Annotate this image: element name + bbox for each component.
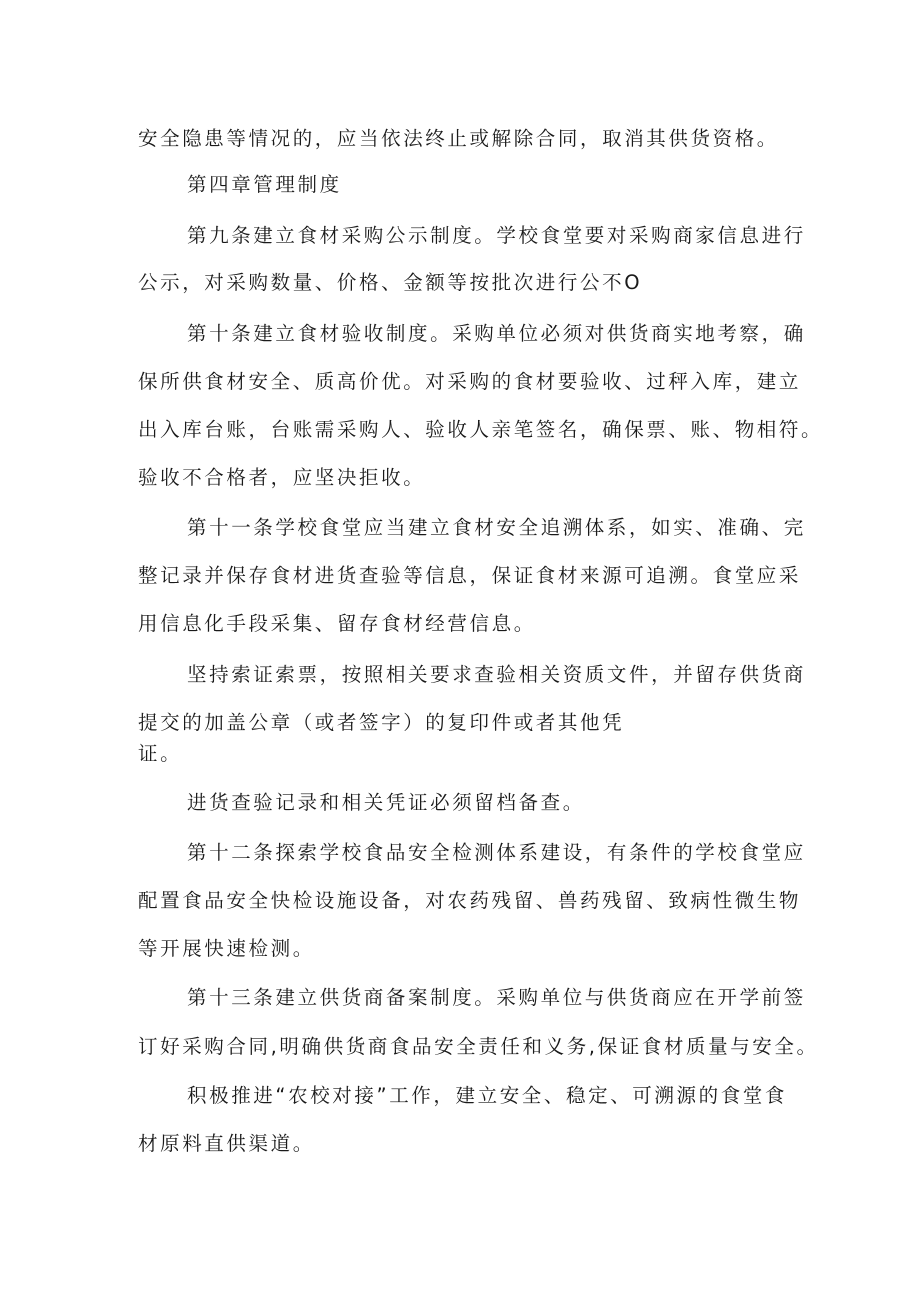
paragraph-line: 用信息化手段采集、留存食材经营信息。: [138, 612, 536, 635]
paragraph-line: 等开展快速检测。: [138, 937, 315, 960]
paragraph-line: 保所供食材安全、质高价优。对采购的食材要验收、过秤入库，建立: [138, 370, 802, 393]
paragraph-line: 整记录并保存食材进货查验等信息，保证食材来源可追溯。食堂应采: [138, 564, 802, 587]
chapter-heading: 第四章管理制度: [187, 173, 342, 196]
paragraph-line: 进货查验记录和相关凭证必须留档备查。: [187, 791, 585, 814]
paragraph-line: 公示，对采购数量、价格、金额等按批次进行公不O: [138, 271, 643, 294]
paragraph-line: 订好采购合同,明确供货商食品安全责任和义务,保证食材质量与安全。: [138, 1035, 819, 1058]
paragraph-line: 第十二条探索学校食品安全检测体系建设，有条件的学校食堂应: [187, 841, 806, 864]
paragraph-line: 配置食品安全快检设施设备，对农药残留、兽药残留、致病性微生物: [138, 889, 802, 912]
paragraph-line: 提交的加盖公章（或者签字）的复印件或者其他凭: [138, 711, 625, 734]
paragraph-line: 第九条建立食材采购公示制度。学校食堂要对采购商家信息进行: [187, 224, 806, 247]
paragraph-line: 第十条建立食材验收制度。采购单位必须对供货商实地考察，确: [187, 322, 806, 345]
paragraph-line: 积极推进“农校对接”工作，建立安全、稳定、可溯源的食堂食: [187, 1084, 788, 1107]
paragraph-line: 坚持索证索票，按照相关要求查验相关资质文件，并留存供货商: [187, 663, 806, 686]
paragraph-line: 验收不合格者，应坚决拒收。: [138, 466, 426, 489]
paragraph-line: 第十一条学校食堂应当建立食材安全追溯体系，如实、准确、完: [187, 516, 806, 539]
paragraph-line: 安全隐患等情况的，应当依法终止或解除合同，取消其供货资格。: [138, 127, 779, 150]
paragraph-line: 材原料直供渠道。: [138, 1132, 315, 1155]
paragraph-line: 出入库台账，台账需采购人、验收人亲笔签名，确保票、账、物相符。: [138, 418, 824, 441]
paragraph-line: 证。: [138, 742, 183, 765]
paragraph-line: 第十三条建立供货商备案制度。采购单位与供货商应在开学前签: [187, 986, 806, 1009]
